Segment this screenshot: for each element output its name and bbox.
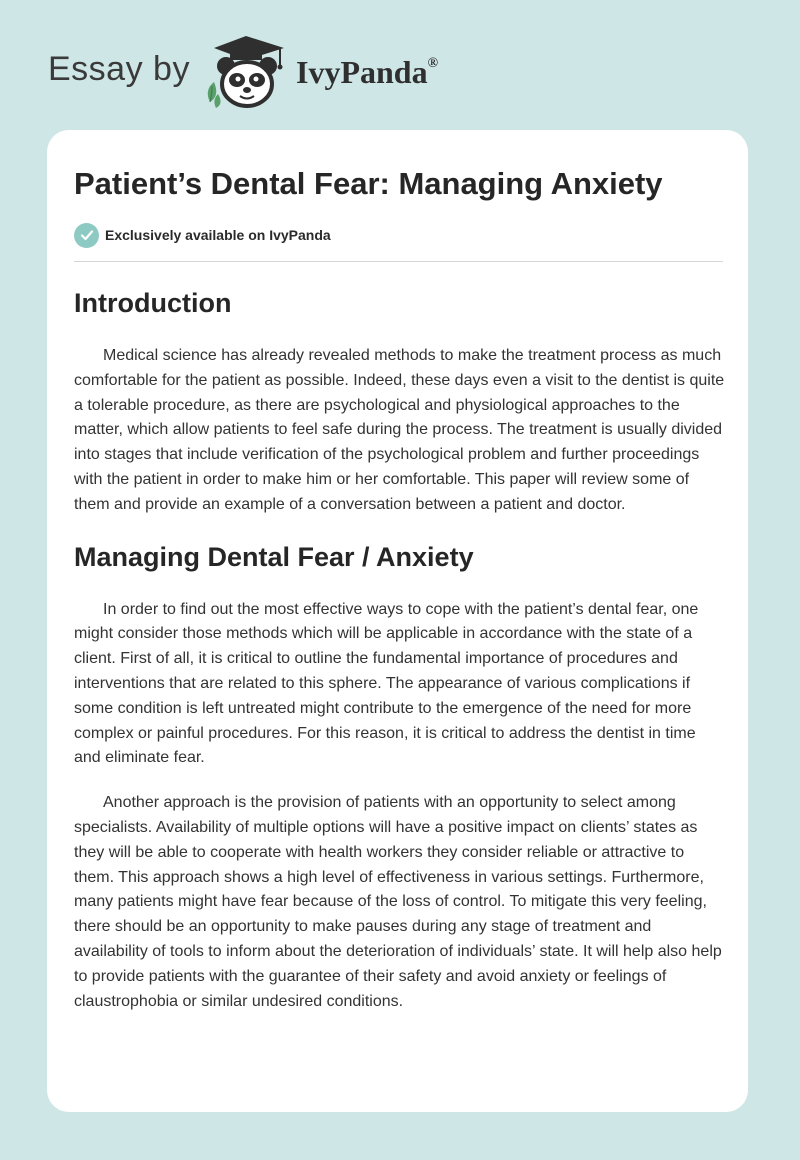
section-heading-managing-dental-fear: Managing Dental Fear / Anxiety — [74, 541, 474, 572]
site-header — [0, 0, 800, 130]
essay-by-label: Essay by — [48, 50, 190, 88]
paragraph: Another approach is the provision of patients with an opportunity to select among specialists. Availability of multiple options will have a positive impact on clients’ states as they will be able to cooperate with health workers they consider reliable or attractive to them. This approach shows a high level of effectiveness in various settings. Furthermore, many patients might have fear because of the loss of control. To mitigate this very feeling, there should be an opportunity to make pauses during any stage of treatment and availability of tools to inform about the deterioration of individuals’ state. It will help also help to provide patients with the guarantee of their safety and avoid anxiety or feelings of claustrophobia or similar undesired conditions. — [74, 794, 722, 1010]
checkmark-circle-icon — [74, 223, 99, 248]
paragraph: In order to find out the most effective ways to cope with the patient’s dental fear, one might consider those methods which will be applicable in accordance with the state of a client. First of all, it is critical to outline the fundamental importance of procedures and interventions that are related to this sphere. The appearance of various complications if some condition is left untreated might contribute to the emergence of the need for more complex or painful procedures. For this reason, it is critical to address the dentist in time and eliminate fear. — [74, 600, 699, 767]
brand-name[interactable]: IvyPanda® — [296, 54, 439, 90]
panda-graduate-logo-icon[interactable] — [200, 34, 292, 110]
title-divider — [74, 261, 723, 262]
article-card — [47, 130, 748, 1112]
section-heading-introduction: Introduction — [74, 288, 232, 318]
page-title: Patient’s Dental Fear: Managing Anxiety — [74, 166, 663, 201]
paragraph: Medical science has already revealed methods to make the treatment process as much comfortable for the patient as possible. Indeed, these days even a visit to the dentist is quite a tolerable procedure, as there are psychological and physiological approaches to the matter, which allow patients to feel safe during the process. The treatment is usually divided into stages that include verification of the psychological problem and further proceedings with the patient in order to make him or her comfortable. This paper will review some of them and provide an example of a conversation between a patient and doctor. — [74, 347, 725, 513]
article-body — [74, 280, 726, 1034]
exclusive-badge-label: Exclusively available on IvyPanda — [105, 227, 331, 243]
exclusive-badge — [74, 222, 331, 248]
